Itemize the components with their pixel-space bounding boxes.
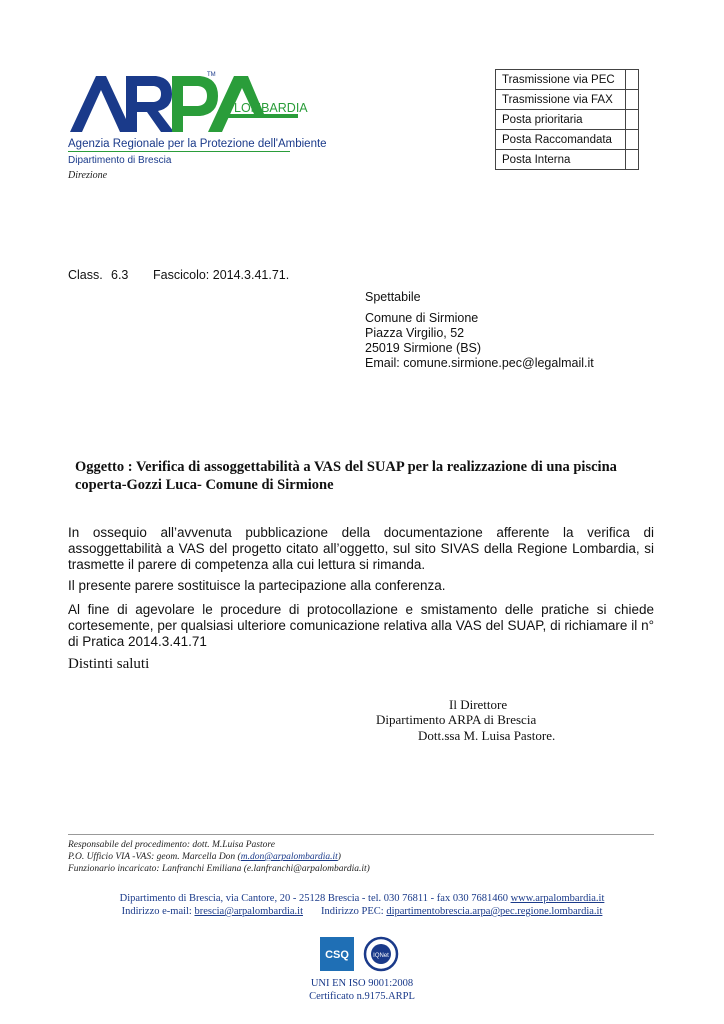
pec-link[interactable]: dipartimentobrescia.arpa@pec.regione.lombardia.it <box>386 906 603 917</box>
officer-in-charge: Funzionario incaricato: Lanfranchi Emiliana (e.lanfranchi@arpalombardia.it) <box>68 864 370 874</box>
certificate-number: Certificato n.9175.ARPL <box>309 991 415 1002</box>
closing-greeting: Distinti saluti <box>68 656 150 672</box>
delivery-row <box>496 130 639 150</box>
responsible-person: Responsabile del procedimento: dott. M.Luisa Pastore <box>68 840 275 850</box>
delivery-checkbox[interactable] <box>626 90 639 110</box>
pec-label: Indirizzo PEC: <box>320 906 387 917</box>
iso-standard: UNI EN ISO 9001:2008 <box>310 978 414 989</box>
agency-name: Agenzia Regionale per la Protezione dell'Ambiente <box>68 138 327 150</box>
office-name: Direzione <box>68 170 108 181</box>
logo-divider <box>68 151 290 152</box>
delivery-label: Posta prioritaria <box>496 110 626 130</box>
delivery-label: Posta Interna <box>496 150 626 170</box>
department-address <box>0 893 724 904</box>
body-paragraph-1: In ossequio all’avvenuta pubblicazione della documentazione afferente la verifica di assoggettabilità a VAS del progetto citato all’oggetto, sul sito SIVAS della Regione Lombardia, si trasmette il parere di competenza alla cui lettura si rimanda. <box>68 525 654 572</box>
csq-logo-text: CSQ <box>325 949 349 961</box>
classification-line <box>68 268 289 282</box>
delivery-label: Trasmissione via FAX <box>496 90 626 110</box>
recipient-email: Email: comune.sirmione.pec@legalmail.it <box>365 356 594 370</box>
logo-region: LOMBARDIA <box>234 101 308 115</box>
delivery-method-table <box>495 69 639 170</box>
delivery-row <box>496 90 639 110</box>
recipient-street: Piazza Virgilio, 52 <box>365 326 465 340</box>
svg-text:TM: TM <box>207 72 216 78</box>
certification-logos <box>318 936 402 972</box>
department-name: Dipartimento di Brescia <box>68 155 172 166</box>
address-text: Dipartimento di Brescia, via Cantore, 20 - 25128 Brescia - tel. 030 76811 - fax 030 7681460 <box>119 893 511 904</box>
delivery-label: Trasmissione via PEC <box>496 70 626 90</box>
recipient-name: Comune di Sirmione <box>365 311 479 325</box>
class-label: Class. <box>68 268 103 282</box>
website-link[interactable]: www.arpalombardia.it <box>510 893 605 904</box>
delivery-row <box>496 70 639 90</box>
office-contact-prefix: P.O. Ufficio VIA -VAS: geom. Marcella Don ( <box>68 852 241 862</box>
office-contact-suffix: ) <box>337 852 341 862</box>
class-value: 6.3 <box>111 268 129 282</box>
letter-subject: Oggetto : Verifica di assoggettabilità a VAS del SUAP per la realizzazione di una piscina coperta-Gozzi Luca- Comune di Sirmione <box>75 459 617 493</box>
office-contact <box>68 852 341 862</box>
delivery-row <box>496 110 639 130</box>
delivery-row <box>496 150 639 170</box>
body-paragraph-3: Al fine di agevolare le procedure di protocollazione e smistamento delle pratiche si chiede cortesemente, per qualsiasi ulteriore comunicazione relativa alla VAS del SUAP, di richiamare il n° di Pratica 2014.3.41.71 <box>68 602 654 649</box>
iqnet-logo-text: IQNet <box>373 953 389 959</box>
email-link[interactable]: brescia@arpalombardia.it <box>194 906 303 917</box>
email-label: Indirizzo e-mail: <box>121 906 195 917</box>
delivery-checkbox[interactable] <box>626 110 639 130</box>
body-paragraph-2: Il presente parere sostituisce la partecipazione alla conferenza. <box>68 578 446 593</box>
delivery-checkbox[interactable] <box>626 130 639 150</box>
office-email-link[interactable]: m.don@arpalombardia.it <box>240 852 338 862</box>
signature-name: Dott.ssa M. Luisa Pastore. <box>418 728 556 743</box>
recipient-city: 25019 Sirmione (BS) <box>365 341 482 355</box>
delivery-label: Posta Raccomandata <box>496 130 626 150</box>
recipient-salutation: Spettabile <box>365 290 421 304</box>
delivery-checkbox[interactable] <box>626 150 639 170</box>
file-number: Fascicolo: 2014.3.41.71. <box>153 268 290 282</box>
signature-title: Il Direttore <box>449 697 508 712</box>
email-line <box>0 906 724 917</box>
signature-department: Dipartimento ARPA di Brescia <box>376 712 537 727</box>
footer-divider <box>68 834 654 835</box>
delivery-checkbox[interactable] <box>626 70 639 90</box>
